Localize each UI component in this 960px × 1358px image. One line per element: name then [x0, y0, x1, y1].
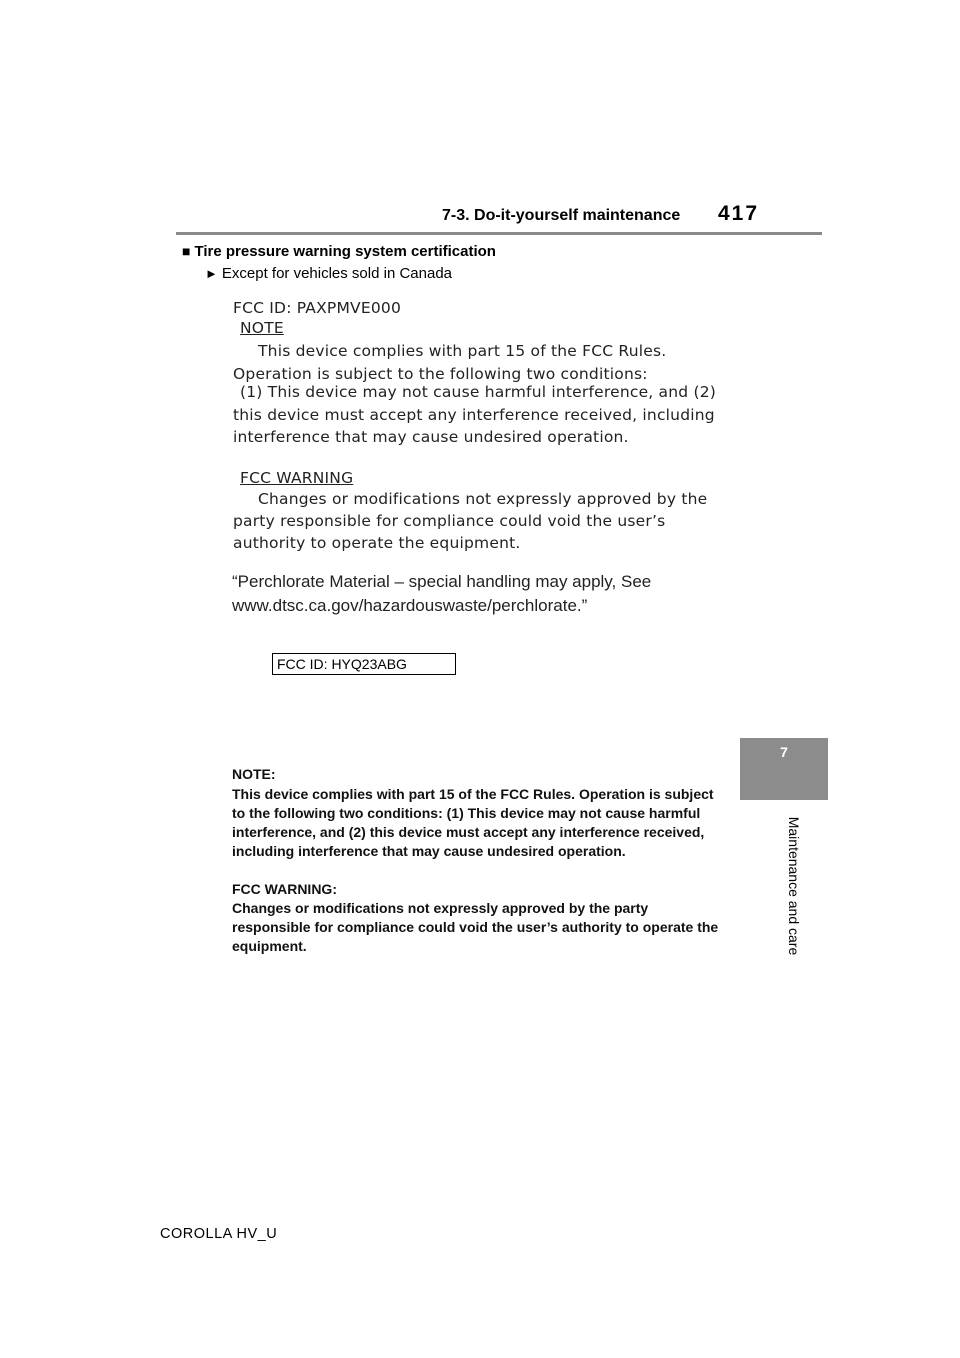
label1-warning-line: party responsible for compliance could void the user’s [233, 512, 666, 530]
subheading-text: Except for vehicles sold in Canada [221, 265, 453, 282]
page-number: 417 [718, 202, 760, 225]
header-divider [176, 232, 822, 235]
section-heading-text: Tire pressure warning system certification [194, 243, 496, 260]
label1-warning-line: authority to operate the equipment. [233, 534, 521, 552]
chapter-tab-label-text: Maintenance and care [786, 816, 802, 956]
label1-note-line: Operation is subject to the following two conditions: [233, 365, 648, 383]
label3-warning-title: FCC WARNING: [232, 881, 337, 897]
label1-note-line: (1) This device may not cause harmful interference, and (2) [240, 383, 717, 401]
label1-warning-title: FCC WARNING [240, 469, 354, 487]
label3-note-line: This device complies with part 15 of the FCC Rules. Operation is subject [232, 786, 714, 802]
label1-note-line: interference that may cause undesired operation. [233, 428, 629, 446]
label3-note-title: NOTE: [232, 766, 276, 782]
label3-warning-line: responsible for compliance could void the user’s authority to operate the [232, 919, 719, 935]
label3-warning-line: equipment. [232, 938, 307, 954]
chapter-tab-number: 7 [780, 744, 788, 760]
label1-note-line: This device complies with part 15 of the FCC Rules. [258, 342, 667, 360]
label3-note-line: including interference that may cause undesired operation. [232, 843, 626, 859]
footer-model: COROLLA HV_U [160, 1226, 278, 1242]
label1-note-line: this device must accept any interference received, including [233, 406, 715, 424]
label3-note-line: interference, and (2) this device must accept any interference received, [232, 824, 705, 840]
perchlorate-line: “Perchlorate Material – special handling may apply, See [232, 572, 652, 591]
header-section-title: 7-3. Do-it-yourself maintenance [442, 207, 681, 224]
label3-fcc-id-box: FCC ID: HYQ23ABG [272, 653, 456, 675]
label1-note-title: NOTE [240, 319, 284, 337]
subheading [205, 265, 452, 282]
label3-note-line: to the following two conditions: (1) This device may not cause harmful [232, 805, 701, 821]
perchlorate-line: www.dtsc.ca.gov/hazardouswaste/perchlorate.” [232, 596, 588, 615]
chapter-tab-label [774, 800, 802, 976]
label3-warning-line: Changes or modifications not expressly approved by the party [232, 900, 649, 916]
label1-warning-line: Changes or modifications not expressly approved by the [258, 490, 708, 508]
label1-fcc-id: FCC ID: PAXPMVE000 [233, 299, 402, 317]
section-heading [182, 243, 496, 260]
triangle-bullet-icon: ► [205, 266, 218, 281]
square-bullet-icon: ■ [182, 243, 191, 259]
